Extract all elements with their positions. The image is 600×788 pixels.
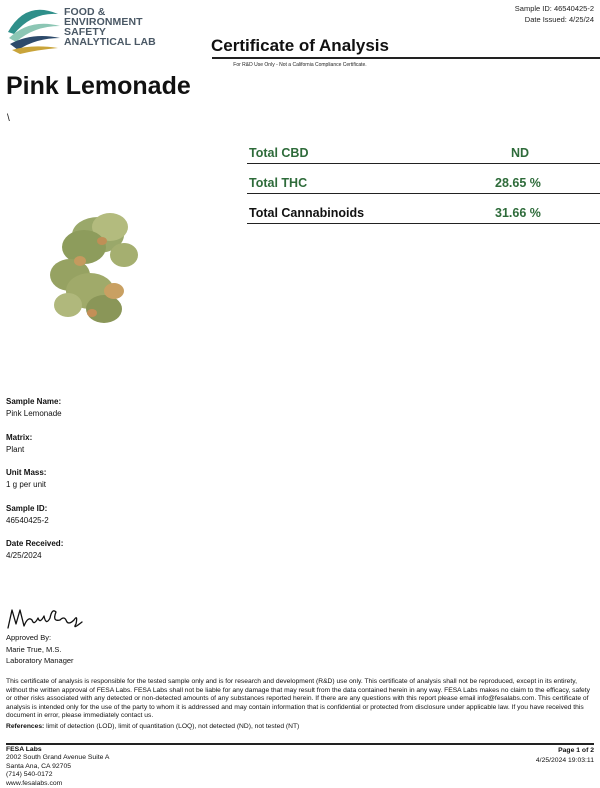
- detail-value: Pink Lemonade: [6, 409, 62, 418]
- header-meta: [515, 3, 594, 25]
- detail-label: Unit Mass:: [6, 468, 47, 477]
- logo-line: ENVIRONMENT: [64, 16, 143, 28]
- detail-value: 46540425-2: [6, 515, 49, 525]
- product-mark: \: [7, 113, 10, 124]
- approval-block: [6, 632, 74, 667]
- summary-label: Total THC: [249, 176, 308, 190]
- footer-timestamp: 4/25/2024 19:03:11: [535, 757, 594, 764]
- signature-icon: [6, 602, 86, 632]
- summary-row-cbd: [247, 144, 600, 164]
- rd-note-text: For R&D Use Only - Not a California Compliance Certificate.: [233, 62, 367, 68]
- summary-row-thc: [247, 164, 600, 194]
- logo-line: FOOD &: [64, 6, 106, 18]
- footer-company: FESA Labs: [6, 746, 42, 753]
- detail-sample-name: [6, 397, 206, 433]
- approver-role: Laboratory Manager: [6, 656, 74, 665]
- document-title-text: Certificate of Analysis: [211, 36, 389, 55]
- detail-value: Plant: [6, 444, 25, 454]
- product-name: Pink Lemonade: [6, 72, 191, 100]
- summary-value: 31.66 %: [495, 206, 541, 220]
- approver-name: Marie True, M.S.: [6, 644, 62, 654]
- summary-row-total: [247, 194, 600, 224]
- detail-sample-id: [6, 504, 206, 540]
- approved-by-label: Approved By:: [6, 633, 52, 642]
- title-divider: [212, 57, 600, 59]
- footer-website: www.fesalabs.com: [6, 779, 63, 787]
- sample-id-header: Sample ID: 46540425-2: [514, 4, 594, 13]
- footer-divider: [6, 743, 594, 745]
- date-issued: Date Issued: 4/25/24: [524, 15, 594, 24]
- disclaimer: This certificate of analysis is responsible for the tested sample only and is for research and development (R&D) use only. This certificate of analysis shall not be reproduced, except in its entirety, without the written approval of FESA Labs. FESA Labs shall not be liable for any damage that may result from the data contained herein in any way. FESA Labs makes no claim to the efficacy, safety or other risks associated with any detected or non-detected amounts of any substances reported herein. If there are any questions with this report please email info@fesalabs.com. This certificate of analysis is intended only for the use of the party to whom it is addressed and may contain information that is confidential or protected from disclosure under applicable law. If you have received this document in error, please immediately contact us.: [6, 678, 590, 720]
- references-text: limit of detection (LOD), limit of quantitation (LOQ), not detected (ND), not tested (NT): [44, 723, 300, 730]
- summary-label: Total Cannabinoids: [249, 206, 365, 220]
- sample-details: [6, 397, 206, 575]
- document-title: [0, 36, 600, 56]
- cannabis-bud-image: [6, 143, 191, 383]
- detail-label: Matrix:: [6, 432, 33, 442]
- logo-line: ANALYTICAL LAB: [64, 36, 156, 48]
- summary-label: Total CBD: [249, 146, 309, 160]
- references: [6, 722, 594, 731]
- footer-phone: (714) 540-0172: [6, 771, 53, 779]
- detail-label: Sample Name:: [6, 397, 62, 406]
- detail-label: Date Received:: [6, 539, 64, 548]
- signature: [6, 602, 86, 632]
- summary-value: ND: [511, 146, 530, 160]
- logo-line: SAFETY: [64, 26, 107, 38]
- rd-note: [0, 62, 600, 68]
- footer-page-info: [536, 746, 594, 766]
- detail-value: 4/25/2024: [6, 551, 42, 560]
- summary-value: 28.65 %: [495, 176, 541, 190]
- footer-address: [6, 746, 109, 788]
- detail-label: Sample ID:: [6, 503, 48, 513]
- detail-date-received: [6, 539, 206, 575]
- references-label: References:: [6, 723, 45, 730]
- page-number: Page 1 of 2: [558, 747, 594, 754]
- footer-address-line: Santa Ana, CA 92705: [6, 762, 72, 770]
- detail-matrix: [6, 433, 206, 469]
- cannabinoid-summary: [247, 144, 600, 224]
- detail-unit-mass: [6, 468, 206, 504]
- footer-address-line: 2002 South Grand Avenue Suite A: [6, 754, 110, 762]
- detail-value: 1 g per unit: [6, 480, 47, 489]
- sample-photo: [6, 143, 191, 383]
